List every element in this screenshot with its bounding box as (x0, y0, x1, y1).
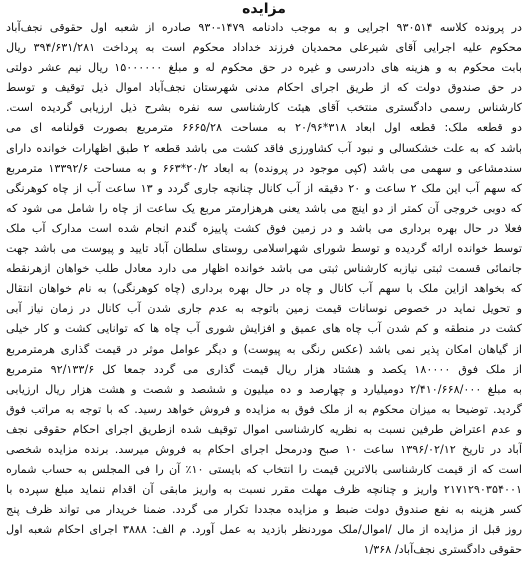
notice-line: و تحویل نماید در خصوص نوسانات قیمت زمین باتوجه به عدم جاری شدن آب کانال در زمان نیاز آبی (6, 302, 522, 316)
notice-line: کارشناس رسمی دادگستری منتخب آقای هیئت کارشناسی سه نفره بشرح ذیل ارزیابی گردیده است. (6, 101, 522, 115)
notice-line: روز قبل از مزایده از مال /اموال/ملک موردنظر بازدید به عمل آورد. م الف: ۳۸۸۸ اجرای احکام شعبه اول (6, 523, 522, 537)
notice-title: مزایده (242, 1, 286, 17)
notice-line: گردید. توضیحا به میزان محکوم به از ملک فوق به مزایده و فروش خواهد رسید. که با توجه به مراتب فوق (6, 402, 522, 416)
notice-line: باشد که به علت خشکسالی و نبود آب کشاورزی فاقد کشت می باشد قطعه ۲ طبق اظهارات خوانده دارای (6, 141, 522, 155)
notice-line: فعلا در حال بهره برداری می باشد و در زمین فوق کشت پاییزه گندم انجام شده است مدارک آب ملک (6, 221, 522, 235)
notice-line: در حق صندوق دولت که از طریق اجرای احکام مدنی شهرستان نجف‌آباد اموال ذیل توقیف و توسط (6, 81, 522, 95)
notice-line: بابت محکوم به و هزینه های دادرسی و غیره در حق محکوم له و مبلغ ۱۵۰۰۰۰۰۰ ریال نیم عشر دولتی (6, 61, 522, 75)
notice-line: که سهم آب این ملک ۲ ساعت و ۲۰ دقیقه از آب کانال چنانچه جاری گردد و ۱۳ ساعت آب از چاه کوهرنگی (6, 181, 522, 195)
notice-line: حقوقی دادگستری نجف‌آباد/ ۱/۳۶۸ (363, 543, 522, 557)
notice-line: سندمشاعی و سهمی می باشد (کپی موجود در پرونده) به ابعاد ۲۰/۲*۶۶۳ و به مساحت ۱۳۳۹۲/۶ مترمربع (6, 161, 522, 175)
notice-line: محکوم علیه اجرایی آقای شیرعلی محمدیان فرزند خداداد محکوم است به پرداخت ۳۹۴/۶۳۱/۲۸۱ ریال (6, 41, 522, 55)
notice-line: که دوبی خروجی آن کمتر از دو اینچ می باشد یعنی هرهزارمتر مربع یک ساعت از چاه را شامل می شود که (6, 201, 522, 215)
notice-line: ۲۱۷۱۲۹۰۳۵۴۰۰۱ واریز و چنانچه ظرف مهلت مقرر نسبت به واریز مابقی آن اقدام ننماید مبلغ سپرده با (6, 483, 522, 497)
notice-line: جانمائی قسمت ثبتی نیازبه کارشناس ثبتی می باشد خوانده اظهار می دارد معادل طلب خواهان ازهرنقطه (6, 262, 522, 276)
notice-line: و عدم اعتراض طرفین نسبت به نظریه کارشناسی اموال توقیف شده ازطریق اجرای احکام حقوقی نجف (6, 422, 522, 436)
notice-line: از گیاهان امکان پذیر نمی باشد (عکس رنگی به پیوست) و دیگر عوامل موثر در قیمت گذاری هرمترمربع (6, 342, 522, 356)
notice-line: کسر هزینه به نفع صندوق دولت ضبط و مزایده مجددا تکرار می گردد. ضمنا خریدار می تواند ظرف پنج (6, 503, 522, 517)
notice-body (6, 18, 522, 561)
notice-line: که بخواهد ازاین ملک با سهم آب کانال و چاه در حال بهره برداری (چاه کوهرنگی) به نام خواهان انتقال (6, 282, 522, 296)
notice-line: از ملک فوق ۱۸۰۰۰۰ یکصد و هشتاد هزار ریال قیمت گذاری می گردد جمعا کل ۹۲/۱۳۳/۶ مترمربع (6, 362, 522, 376)
notice-line: در پرونده کلاسه ۹۳۰۵۱۴ اجرایی و به موجب دادنامه ۱۴۷۹-۹۳۰ صادره از شعبه اول حقوقی نجف‌آباد (6, 21, 522, 34)
notice-line: توسط خوانده ارائه گردیده و توسط شورای شهراسلامی روستای سلطان آباد تایید و پیوست می باشد جهت (6, 242, 522, 256)
notice-line: دو قطعه ملک: قطعه اول ابعاد ۳۱۸*۲۰/۹۶ به مساحت ۶۶۶۵/۲۸ مترمربع بصورت قولنامه ای می (6, 121, 522, 135)
notice-line: آباد در تاریخ ۱۳۹۶/۰۲/۱۲ ساعت ۱۰ صبح ودرمحل اجرای احکام به فروش میرسد. برنده مزایده شخصی (6, 442, 522, 456)
notice-line: کشت در منطقه و کم شدن آب چاه های عمیق و افزایش شوری آب چاه ها که توانایی کشت و کار خیلی (6, 322, 522, 336)
notice-line: به مبلغ ۲/۴۱۰/۶۶۸/۰۰۰ دومیلیارد و چهارصد و ده میلیون و ششصد و شصت و هشت هزار ریال ارزیابی (6, 382, 522, 396)
notice-line: است که از قیمت کارشناسی بالاترین قیمت را انتخاب که بایستی ۱۰٪ آن را فی المجلس به حساب شماره (6, 463, 522, 477)
